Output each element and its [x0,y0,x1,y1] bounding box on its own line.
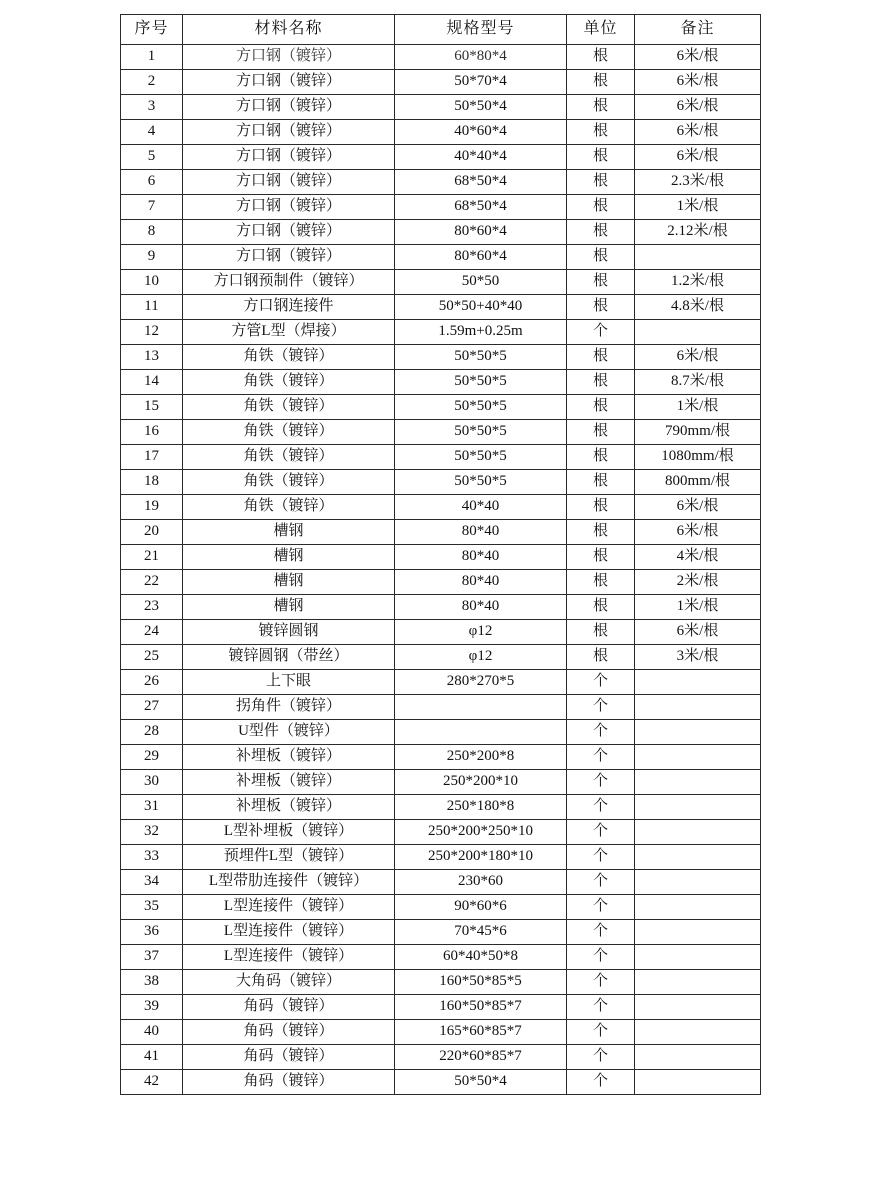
cell-row-index: 34 [121,870,183,895]
cell-remark [635,695,761,720]
cell-unit: 个 [567,320,635,345]
cell-specification: 50*50*4 [395,95,567,120]
cell-remark: 790mm/根 [635,420,761,445]
cell-material-name: L型带肋连接件（镀锌） [183,870,395,895]
cell-material-name: 角铁（镀锌） [183,445,395,470]
table-row [121,495,761,520]
cell-specification: 50*50*4 [395,1070,567,1095]
cell-unit: 根 [567,545,635,570]
cell-material-name: 方口钢（镀锌） [183,220,395,245]
table-row [121,395,761,420]
cell-unit: 个 [567,720,635,745]
cell-remark [635,320,761,345]
cell-remark: 4.8米/根 [635,295,761,320]
cell-specification: 80*40 [395,545,567,570]
cell-specification: 50*50*5 [395,370,567,395]
cell-material-name: U型件（镀锌） [183,720,395,745]
cell-specification: 60*40*50*8 [395,945,567,970]
cell-specification: 50*50+40*40 [395,295,567,320]
cell-material-name: L型连接件（镀锌） [183,920,395,945]
cell-row-index: 9 [121,245,183,270]
cell-material-name: 补埋板（镀锌） [183,745,395,770]
cell-material-name: 角铁（镀锌） [183,395,395,420]
table-row [121,620,761,645]
cell-row-index: 36 [121,920,183,945]
cell-specification: 68*50*4 [395,170,567,195]
cell-row-index: 18 [121,470,183,495]
cell-row-index: 21 [121,545,183,570]
table-row [121,820,761,845]
table-row [121,345,761,370]
cell-remark: 6米/根 [635,70,761,95]
cell-row-index: 13 [121,345,183,370]
cell-specification: 50*50*5 [395,420,567,445]
cell-material-name: L型连接件（镀锌） [183,945,395,970]
table-row [121,695,761,720]
cell-row-index: 4 [121,120,183,145]
cell-remark: 6米/根 [635,145,761,170]
cell-unit: 根 [567,445,635,470]
cell-specification: 50*50*5 [395,470,567,495]
cell-row-index: 1 [121,45,183,70]
table-row [121,195,761,220]
cell-row-index: 6 [121,170,183,195]
cell-material-name: 方口钢（镀锌） [183,120,395,145]
cell-material-name: 补埋板（镀锌） [183,770,395,795]
cell-material-name: 角码（镀锌） [183,995,395,1020]
cell-material-name: 方口钢（镀锌） [183,145,395,170]
cell-row-index: 27 [121,695,183,720]
cell-row-index: 12 [121,320,183,345]
table-row [121,720,761,745]
cell-material-name: 上下眼 [183,670,395,695]
cell-row-index: 35 [121,895,183,920]
cell-remark: 1米/根 [635,395,761,420]
cell-row-index: 26 [121,670,183,695]
cell-remark [635,870,761,895]
cell-specification: 40*60*4 [395,120,567,145]
table-row [121,595,761,620]
cell-specification: 230*60 [395,870,567,895]
cell-remark: 800mm/根 [635,470,761,495]
cell-specification: φ12 [395,645,567,670]
cell-remark [635,1070,761,1095]
cell-material-name: 方口钢预制件（镀锌） [183,270,395,295]
table-row [121,670,761,695]
cell-remark: 1米/根 [635,595,761,620]
cell-unit: 根 [567,645,635,670]
cell-remark [635,745,761,770]
cell-remark: 6米/根 [635,120,761,145]
cell-unit: 根 [567,195,635,220]
table-row [121,895,761,920]
cell-unit: 根 [567,170,635,195]
cell-material-name: 方口钢（镀锌） [183,170,395,195]
cell-material-name: 方口钢（镀锌） [183,195,395,220]
cell-unit: 根 [567,470,635,495]
cell-row-index: 30 [121,770,183,795]
table-row [121,545,761,570]
cell-specification: 50*50*5 [395,345,567,370]
cell-unit: 个 [567,995,635,1020]
cell-row-index: 17 [121,445,183,470]
cell-specification: 165*60*85*7 [395,1020,567,1045]
table-row [121,570,761,595]
cell-material-name: 角码（镀锌） [183,1020,395,1045]
cell-remark: 2米/根 [635,570,761,595]
column-header-remark: 备注 [635,15,761,45]
cell-unit: 根 [567,220,635,245]
cell-material-name: 预埋件L型（镀锌） [183,845,395,870]
cell-unit: 个 [567,795,635,820]
cell-remark [635,1020,761,1045]
cell-unit: 个 [567,820,635,845]
table-row [121,245,761,270]
cell-remark [635,795,761,820]
cell-specification: 70*45*6 [395,920,567,945]
cell-material-name: 方口钢（镀锌） [183,45,395,70]
cell-row-index: 32 [121,820,183,845]
cell-remark: 6米/根 [635,620,761,645]
cell-row-index: 3 [121,95,183,120]
cell-unit: 根 [567,495,635,520]
cell-unit: 根 [567,145,635,170]
cell-unit: 个 [567,770,635,795]
cell-row-index: 15 [121,395,183,420]
table-row [121,645,761,670]
cell-unit: 根 [567,595,635,620]
table-row [121,270,761,295]
table-row [121,420,761,445]
table-row [121,795,761,820]
cell-specification: 160*50*85*5 [395,970,567,995]
cell-material-name: 角码（镀锌） [183,1045,395,1070]
table-row [121,95,761,120]
cell-specification: 80*60*4 [395,245,567,270]
cell-unit: 个 [567,745,635,770]
cell-remark [635,895,761,920]
cell-material-name: 方口钢（镀锌） [183,95,395,120]
cell-unit: 个 [567,895,635,920]
table-row [121,745,761,770]
cell-remark: 6米/根 [635,45,761,70]
cell-specification: 250*200*250*10 [395,820,567,845]
cell-remark [635,720,761,745]
cell-material-name: 角铁（镀锌） [183,420,395,445]
cell-row-index: 23 [121,595,183,620]
cell-material-name: 方口钢连接件 [183,295,395,320]
cell-specification: 40*40*4 [395,145,567,170]
cell-remark [635,670,761,695]
table-row [121,945,761,970]
cell-row-index: 31 [121,795,183,820]
cell-unit: 根 [567,620,635,645]
cell-material-name: L型连接件（镀锌） [183,895,395,920]
cell-row-index: 25 [121,645,183,670]
cell-unit: 个 [567,845,635,870]
cell-remark [635,820,761,845]
table-row [121,1045,761,1070]
cell-remark [635,920,761,945]
cell-specification: 50*50*5 [395,445,567,470]
cell-material-name: 镀锌圆钢（带丝） [183,645,395,670]
cell-unit: 根 [567,570,635,595]
cell-unit: 根 [567,295,635,320]
cell-specification: 250*200*8 [395,745,567,770]
cell-specification: 60*80*4 [395,45,567,70]
cell-remark: 2.3米/根 [635,170,761,195]
table-row [121,220,761,245]
cell-material-name: 角铁（镀锌） [183,470,395,495]
cell-remark [635,970,761,995]
cell-row-index: 38 [121,970,183,995]
cell-specification: φ12 [395,620,567,645]
cell-unit: 个 [567,970,635,995]
cell-remark: 1080mm/根 [635,445,761,470]
cell-row-index: 37 [121,945,183,970]
cell-unit: 根 [567,95,635,120]
table-header [121,15,761,45]
table-row [121,870,761,895]
cell-row-index: 24 [121,620,183,645]
cell-remark [635,245,761,270]
material-list-table [120,14,761,1095]
table-row [121,1020,761,1045]
cell-material-name: 槽钢 [183,545,395,570]
table-row [121,45,761,70]
column-header-specification: 规格型号 [395,15,567,45]
cell-material-name: 角码（镀锌） [183,1070,395,1095]
cell-remark: 6米/根 [635,345,761,370]
cell-remark: 2.12米/根 [635,220,761,245]
cell-row-index: 40 [121,1020,183,1045]
cell-specification: 50*50 [395,270,567,295]
cell-remark [635,770,761,795]
cell-specification: 68*50*4 [395,195,567,220]
cell-specification: 50*50*5 [395,395,567,420]
cell-specification [395,695,567,720]
cell-specification: 90*60*6 [395,895,567,920]
cell-remark: 1.2米/根 [635,270,761,295]
cell-remark: 6米/根 [635,520,761,545]
cell-material-name: 角铁（镀锌） [183,370,395,395]
table-row [121,470,761,495]
cell-specification: 80*40 [395,595,567,620]
cell-unit: 个 [567,920,635,945]
cell-row-index: 39 [121,995,183,1020]
cell-specification: 250*200*10 [395,770,567,795]
cell-row-index: 2 [121,70,183,95]
table-row [121,845,761,870]
cell-unit: 根 [567,270,635,295]
cell-unit: 个 [567,1045,635,1070]
cell-specification: 80*60*4 [395,220,567,245]
cell-remark [635,845,761,870]
cell-unit: 根 [567,420,635,445]
cell-specification: 280*270*5 [395,670,567,695]
cell-remark: 3米/根 [635,645,761,670]
cell-row-index: 5 [121,145,183,170]
cell-row-index: 20 [121,520,183,545]
cell-row-index: 19 [121,495,183,520]
cell-unit: 个 [567,870,635,895]
table-body [121,45,761,1095]
table-row [121,445,761,470]
cell-unit: 根 [567,395,635,420]
cell-specification: 40*40 [395,495,567,520]
cell-row-index: 7 [121,195,183,220]
cell-remark [635,1045,761,1070]
cell-row-index: 42 [121,1070,183,1095]
cell-material-name: 方口钢（镀锌） [183,245,395,270]
cell-specification: 250*180*8 [395,795,567,820]
cell-material-name: L型补埋板（镀锌） [183,820,395,845]
cell-material-name: 大角码（镀锌） [183,970,395,995]
cell-unit: 根 [567,520,635,545]
cell-material-name: 方口钢（镀锌） [183,70,395,95]
cell-material-name: 拐角件（镀锌） [183,695,395,720]
cell-specification: 220*60*85*7 [395,1045,567,1070]
table-row [121,320,761,345]
cell-remark: 4米/根 [635,545,761,570]
cell-remark: 6米/根 [635,95,761,120]
column-header-index: 序号 [121,15,183,45]
table-row [121,1070,761,1095]
cell-remark [635,945,761,970]
column-header-material-name: 材料名称 [183,15,395,45]
cell-row-index: 41 [121,1045,183,1070]
cell-row-index: 33 [121,845,183,870]
cell-specification: 80*40 [395,520,567,545]
table-row [121,170,761,195]
cell-row-index: 8 [121,220,183,245]
cell-specification: 1.59m+0.25m [395,320,567,345]
cell-unit: 个 [567,1070,635,1095]
cell-row-index: 11 [121,295,183,320]
cell-row-index: 16 [121,420,183,445]
cell-specification: 80*40 [395,570,567,595]
table-row [121,970,761,995]
cell-row-index: 14 [121,370,183,395]
cell-material-name: 角铁（镀锌） [183,345,395,370]
cell-unit: 根 [567,45,635,70]
cell-unit: 根 [567,70,635,95]
cell-unit: 根 [567,245,635,270]
table-row [121,145,761,170]
cell-unit: 个 [567,1020,635,1045]
table-header-row [121,15,761,45]
cell-specification: 50*70*4 [395,70,567,95]
cell-remark [635,995,761,1020]
table-row [121,370,761,395]
cell-material-name: 槽钢 [183,570,395,595]
cell-remark: 1米/根 [635,195,761,220]
cell-row-index: 10 [121,270,183,295]
cell-row-index: 29 [121,745,183,770]
cell-unit: 根 [567,120,635,145]
table-row [121,120,761,145]
cell-unit: 个 [567,670,635,695]
cell-row-index: 28 [121,720,183,745]
cell-material-name: 角铁（镀锌） [183,495,395,520]
column-header-unit: 单位 [567,15,635,45]
cell-material-name: 槽钢 [183,520,395,545]
cell-material-name: 补埋板（镀锌） [183,795,395,820]
cell-remark: 8.7米/根 [635,370,761,395]
table-row [121,295,761,320]
cell-specification [395,720,567,745]
table-row [121,770,761,795]
cell-material-name: 方管L型（焊接） [183,320,395,345]
table-row [121,920,761,945]
cell-specification: 160*50*85*7 [395,995,567,1020]
cell-remark: 6米/根 [635,495,761,520]
cell-material-name: 镀锌圆钢 [183,620,395,645]
cell-specification: 250*200*180*10 [395,845,567,870]
cell-unit: 个 [567,695,635,720]
cell-unit: 根 [567,345,635,370]
table-row [121,520,761,545]
cell-row-index: 22 [121,570,183,595]
table-row [121,995,761,1020]
cell-unit: 根 [567,370,635,395]
table-row [121,70,761,95]
cell-unit: 个 [567,945,635,970]
cell-material-name: 槽钢 [183,595,395,620]
